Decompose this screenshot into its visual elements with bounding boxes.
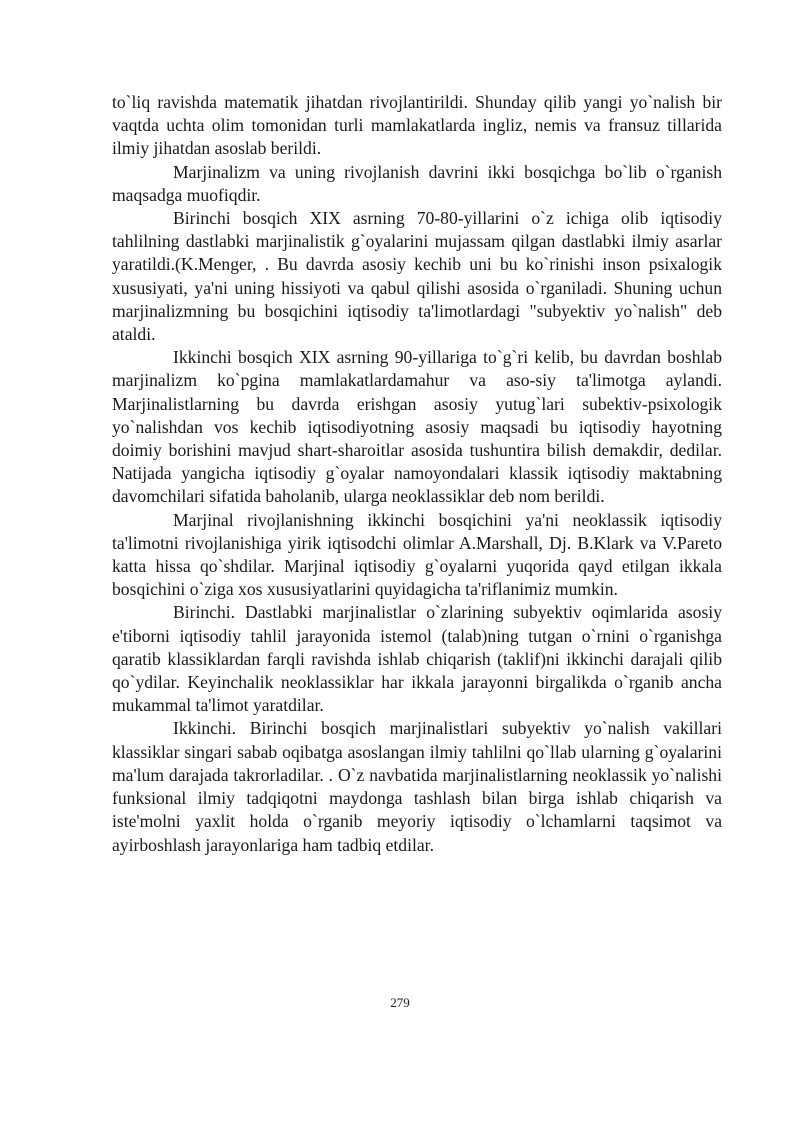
- paragraph-1: to`liq ravishda matematik jihatdan rivojlantirildi. Shunday qilib yangi yo`nalish bir vaqtda uchta olim tomonidan turli mamlakatlarda ingliz, nemis va fransuz tillarida ilmiy jihatdan asoslab berildi.: [112, 92, 722, 159]
- paragraph-5: Marjinal rivojlanishning ikkinchi bosqichini ya'ni neoklassik iqtisodiy ta'limotni rivojlanishiga yirik iqtisodchi olimlar A.Marshall, Dj. B.Klark va V.Pareto katta hissa qo`shdilar. Marjinal iqtisodiy g`oyalarni yuqorida qayd etilgan ikkala bosqichini o`ziga xos xususiyatlarini quyidagicha ta'riflanimiz mumkin.: [112, 509, 722, 600]
- page-body: [112, 91, 722, 857]
- paragraph-7: Ikkinchi. Birinchi bosqich marjinalistlari subyektiv yo`nalish vakillari klassiklar singari sabab oqibatga asoslangan ilmiy tahlilni qo`llab ularning g`oyalarini ma'lum darajada takrorladilar. . O`z navbatida marjinalistlarning neoklassik yo`nalishi funksional ilmiy tadqiqotni maydonga tashlash bilan birga ishlab chiqarish va iste'molni yaxlit holda o`rganib meyoriy iqtisodiy o`lchamlarni taqsimot va ayirboshlash jarayonlariga ham tadbiq etdilar.: [112, 718, 722, 855]
- paragraph-6: Birinchi. Dastlabki marjinalistlar o`zlarining subyektiv oqimlarida asosiy e'tiborni iqtisodiy tahlil jarayonida istemol (talab)ning tutgan o`rnini o`rganishga qaratib klassiklardan farqli ravishda ishlab chiqarish (taklif)ni ikkinchi darajali qilib qo`ydilar. Keyinchalik neoklassiklar har ikkala jarayonni birgalikda o`rganib ancha mukammal ta'limot yaratdilar.: [112, 602, 722, 716]
- page-number: 279: [390, 995, 410, 1010]
- paragraph-2: Marjinalizm va uning rivojlanish davrini ikki bosqichga bo`lib o`rganish maqsadga muofiqdir.: [112, 161, 722, 205]
- paragraph-3: Birinchi bosqich XIX asrning 70-80-yillarini o`z ichiga olib iqtisodiy tahlilning dastlabki marjinalistik g`oyalarini mujassam qilgan dastlabki ilmiy asarlar yaratildi.(K.Menger, . Bu davrda asosiy kechib uni bu ko`rinishi inson psixalogik xususiyati, ya'ni uning hissiyoti va qabul qilishi asosida o`rganiladi. Shuning uchun marjinalizmning bu bosqichini iqtisodiy ta'limotlardagi "subyektiv yo`nalish" deb ataldi.: [112, 208, 722, 345]
- paragraph-4: Ikkinchi bosqich XIX asrning 90-yillariga to`g`ri kelib, bu davrdan boshlab marjinalizm ko`pgina mamlakatlardamahur va aso-siy ta'limotga aylandi. Marjinalistlarning bu davrda erishgan asosiy yutug`lari subektiv-psixologik yo`nalishdan vos kechib iqtisodiyotning asosiy maqsadi bu iqtisodiy hayotning doimiy borishini mavjud shart-sharoitlar asosida tushuntira bilish demakdir, dedilar. Natijada yangicha iqtisodiy g`oyalar namoyondalari klassik iqtisodiy maktabning davomchilari sifatida baholanib, ularga neoklassiklar deb nom berildi.: [112, 347, 722, 507]
